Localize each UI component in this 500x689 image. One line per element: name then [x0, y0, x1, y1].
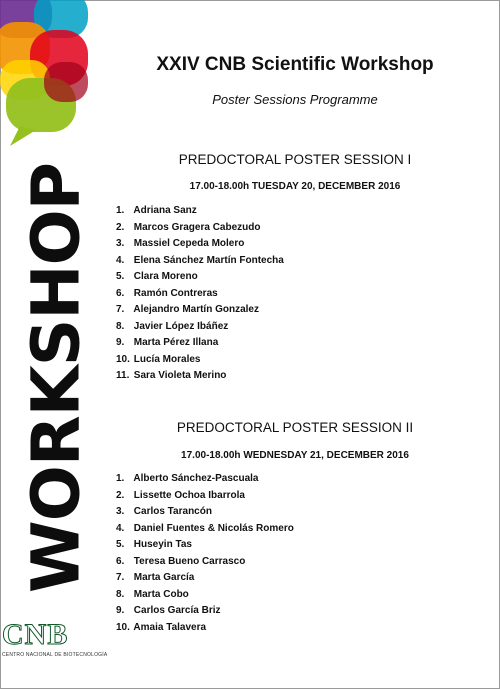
list-item: 3. Carlos Tarancón	[116, 506, 212, 517]
list-item: 4. Daniel Fuentes & Nicolás Romero	[116, 522, 294, 534]
list-item: 1. Adriana Sanz	[116, 205, 197, 216]
list-item: 10. Amaia Talavera	[116, 621, 207, 633]
page-subtitle: Poster Sessions Programme	[212, 92, 378, 107]
bubble-darkred	[44, 62, 88, 102]
list-item: 9. Marta Pérez Illana	[116, 337, 219, 348]
list-item: 10. Lucía Morales	[116, 353, 201, 365]
list-item: 2. Marcos Gragera Cabezudo	[116, 221, 261, 233]
list-item: 9. Carlos García Briz	[116, 605, 221, 616]
session-1-date: 17.00-18.00h TUESDAY 20, DECEMBER 2016	[189, 181, 401, 192]
list-item: 6. Teresa Bueno Carrasco	[116, 555, 246, 567]
list-item: 2. Lissette Ochoa Ibarrola	[116, 489, 245, 501]
session-1-presenter-list	[116, 203, 284, 385]
cnb-logo	[2, 618, 108, 658]
list-item: 8. Javier López Ibáñez	[116, 320, 229, 332]
session-2-presenter-list	[116, 471, 294, 636]
speech-bubbles-graphic	[0, 0, 88, 150]
list-item: 7. Alejandro Martín Gonzalez	[116, 304, 259, 315]
list-item: 5. Huseyin Tas	[116, 539, 192, 550]
list-item: 4. Elena Sánchez Martín Fontecha	[116, 254, 284, 266]
page-title: XXIV CNB Scientific Workshop	[156, 54, 434, 75]
list-item: 11. Sara Violeta Merino	[116, 370, 227, 381]
session-1-title: PREDOCTORAL POSTER SESSION I	[178, 152, 412, 167]
sidebar	[0, 0, 108, 689]
list-item: 8. Marta Cobo	[116, 588, 189, 600]
list-item: 5. Clara Moreno	[116, 271, 198, 282]
list-item: 6. Ramón Contreras	[116, 287, 218, 299]
list-item: 3. Massiel Cepeda Molero	[116, 238, 245, 249]
list-item: 1. Alberto Sánchez-Pascuala	[116, 473, 259, 484]
session-2-date: 17.00-18.00h WEDNESDAY 21, DECEMBER 2016	[181, 450, 409, 461]
session-2-title: PREDOCTORAL POSTER SESSION II	[176, 420, 414, 435]
cnb-logo-text: CNB	[2, 618, 69, 651]
cnb-logo-subtext: CENTRO NACIONAL DE BIOTECNOLOGÍA	[2, 652, 108, 658]
list-item: 7. Marta García	[116, 572, 195, 583]
workshop-vertical-text: WORKSHOP	[17, 162, 95, 594]
